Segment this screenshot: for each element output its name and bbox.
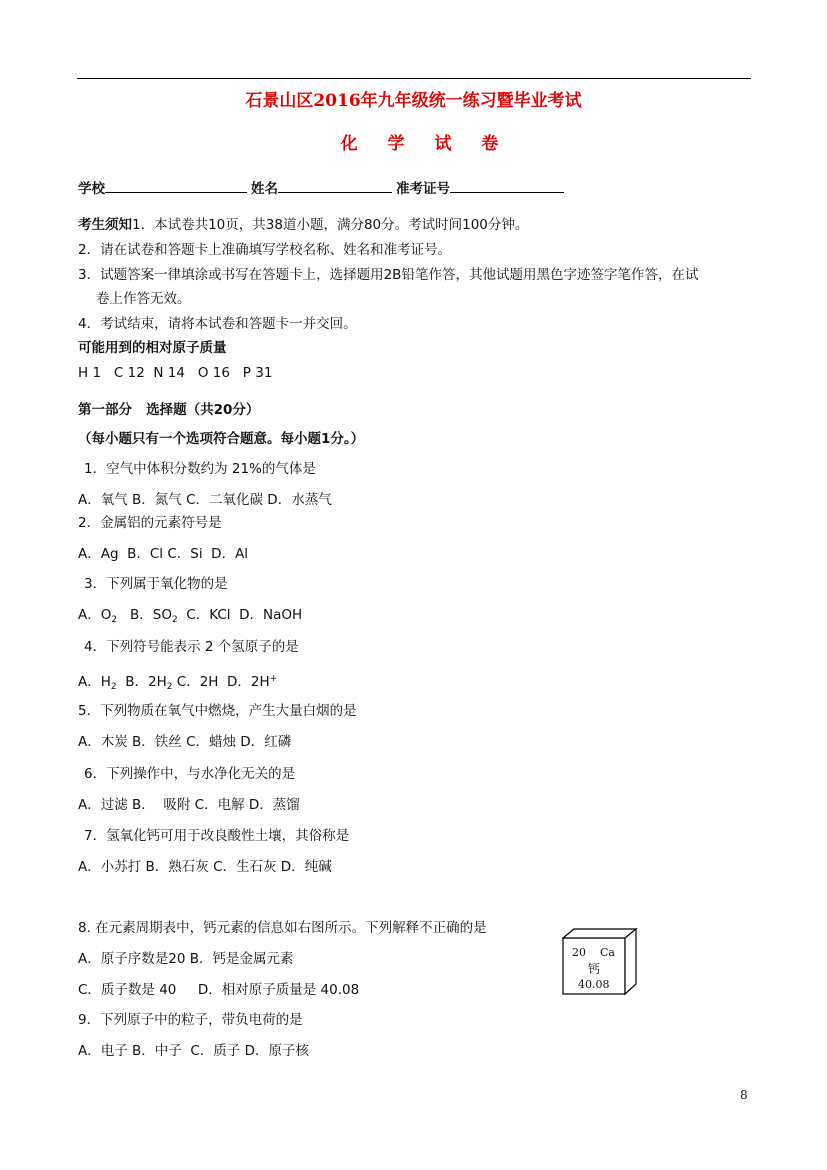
exam-title: 石景山区2016年九年级统一练习暨毕业考试 — [245, 91, 582, 111]
q6-stem: 6．下列操作中，与水净化无关的是 — [84, 766, 296, 782]
q3-option-a: A．O — [78, 607, 112, 623]
element-symbol: Ca — [600, 946, 615, 959]
notice-item-2: 2．请在试卷和答题卡上准确填写学校名称、姓名和准考证号。 — [78, 242, 452, 258]
element-number: 20 — [572, 946, 586, 959]
q7-options: A．小苏打 B．熟石灰 C．生石灰 D．纯碱 — [78, 859, 332, 875]
atomic-mass-values: H 1 C 12 N 14 O 16 P 31 — [78, 365, 273, 381]
q3-option-b: B．SO — [129, 607, 172, 623]
page-number: 8 — [740, 1088, 748, 1102]
school-label: 学校 — [78, 181, 105, 197]
notice-line-1 — [78, 216, 528, 234]
q2-stem: 2．金属铝的元素符号是 — [78, 515, 222, 531]
q5-options: A．木炭 B．铁丝 C．蜡烛 D．红磷 — [78, 734, 292, 750]
q6-options: A．过滤 B． 吸附 C．电解 D．蒸馏 — [78, 797, 300, 813]
exam-subtitle: 化 学 试 卷 — [340, 134, 511, 154]
q4-options: A．$H_2$ B．$2H_2$ C．2H D．2H+ — [78, 674, 278, 692]
name-blank — [278, 178, 392, 193]
exam-no-blank — [450, 178, 564, 193]
q4-option-cd: C．2H D．2H — [176, 674, 270, 690]
q2-options: A．Ag B．Cl C．Si D．Al — [78, 546, 249, 562]
q8-options-line1: A．原子序数是20 B．钙是金属元素 — [78, 951, 294, 967]
notice-item-1: 1．本试卷共10页，共38道小题，满分80分。考试时间100分钟。 — [132, 217, 529, 233]
notice-label: 考生须知 — [78, 217, 132, 233]
section-instruction: （每小题只有一个选项符合题意。每小题1分。） — [78, 431, 365, 447]
q4-option-a: A．H — [78, 674, 111, 690]
element-mass: 40.08 — [578, 978, 610, 991]
q9-options: A．电子 B．中子 C．质子 D．原子核 — [78, 1043, 309, 1059]
element-name: 钙 — [588, 962, 601, 976]
q7-stem: 7．氢氧化钙可用于改良酸性土壤，其俗称是 — [84, 828, 350, 844]
q1-stem: 1．空气中体积分数约为 21%的气体是 — [84, 461, 316, 477]
q3-options: A．$O_2$ B．$SO_2$ C．KCl D．NaOH — [78, 607, 303, 625]
student-info-line — [78, 178, 568, 198]
q5-stem: 5．下列物质在氧气中燃烧，产生大量白烟的是 — [78, 703, 357, 719]
notice-item-3: 3．试题答案一律填涂或书写在答题卡上，选择题用2B铅笔作答，其他试题用黑色字迹签字笔作答，在试 — [78, 267, 699, 283]
school-blank — [105, 178, 247, 193]
top-rule — [77, 78, 751, 79]
q8-stem: 8. 在元素周期表中，钙元素的信息如右图所示。下列解释不正确的是 — [78, 920, 487, 936]
name-label: 姓名 — [251, 181, 278, 197]
notice-item-4: 4．考试结束，请将本试卷和答题卡一并交回。 — [78, 316, 357, 332]
section-title: 第一部分 选择题（共20分） — [78, 402, 260, 418]
q3-stem: 3．下列属于氧化物的是 — [84, 576, 228, 592]
q8-options-line2: C．质子数是 40 D．相对原子质量是 40.08 — [78, 982, 360, 998]
q4-stem: 4．下列符号能表示 2 个氢原子的是 — [84, 639, 299, 655]
calcium-element-card — [562, 928, 638, 996]
exam-no-label: 准考证号 — [396, 181, 450, 197]
q1-options: A．氧气 B．氮气 C．二氧化碳 D．水蒸气 — [78, 492, 332, 508]
q3-option-rest: C．KCl D．NaOH — [186, 607, 303, 623]
q4-option-b: B．2H — [125, 674, 167, 690]
notice-item-3-cont: 卷上作答无效。 — [96, 291, 191, 307]
atomic-mass-label: 可能用到的相对原子质量 — [78, 340, 227, 356]
q9-stem: 9．下列原子中的粒子，带负电荷的是 — [78, 1012, 303, 1028]
